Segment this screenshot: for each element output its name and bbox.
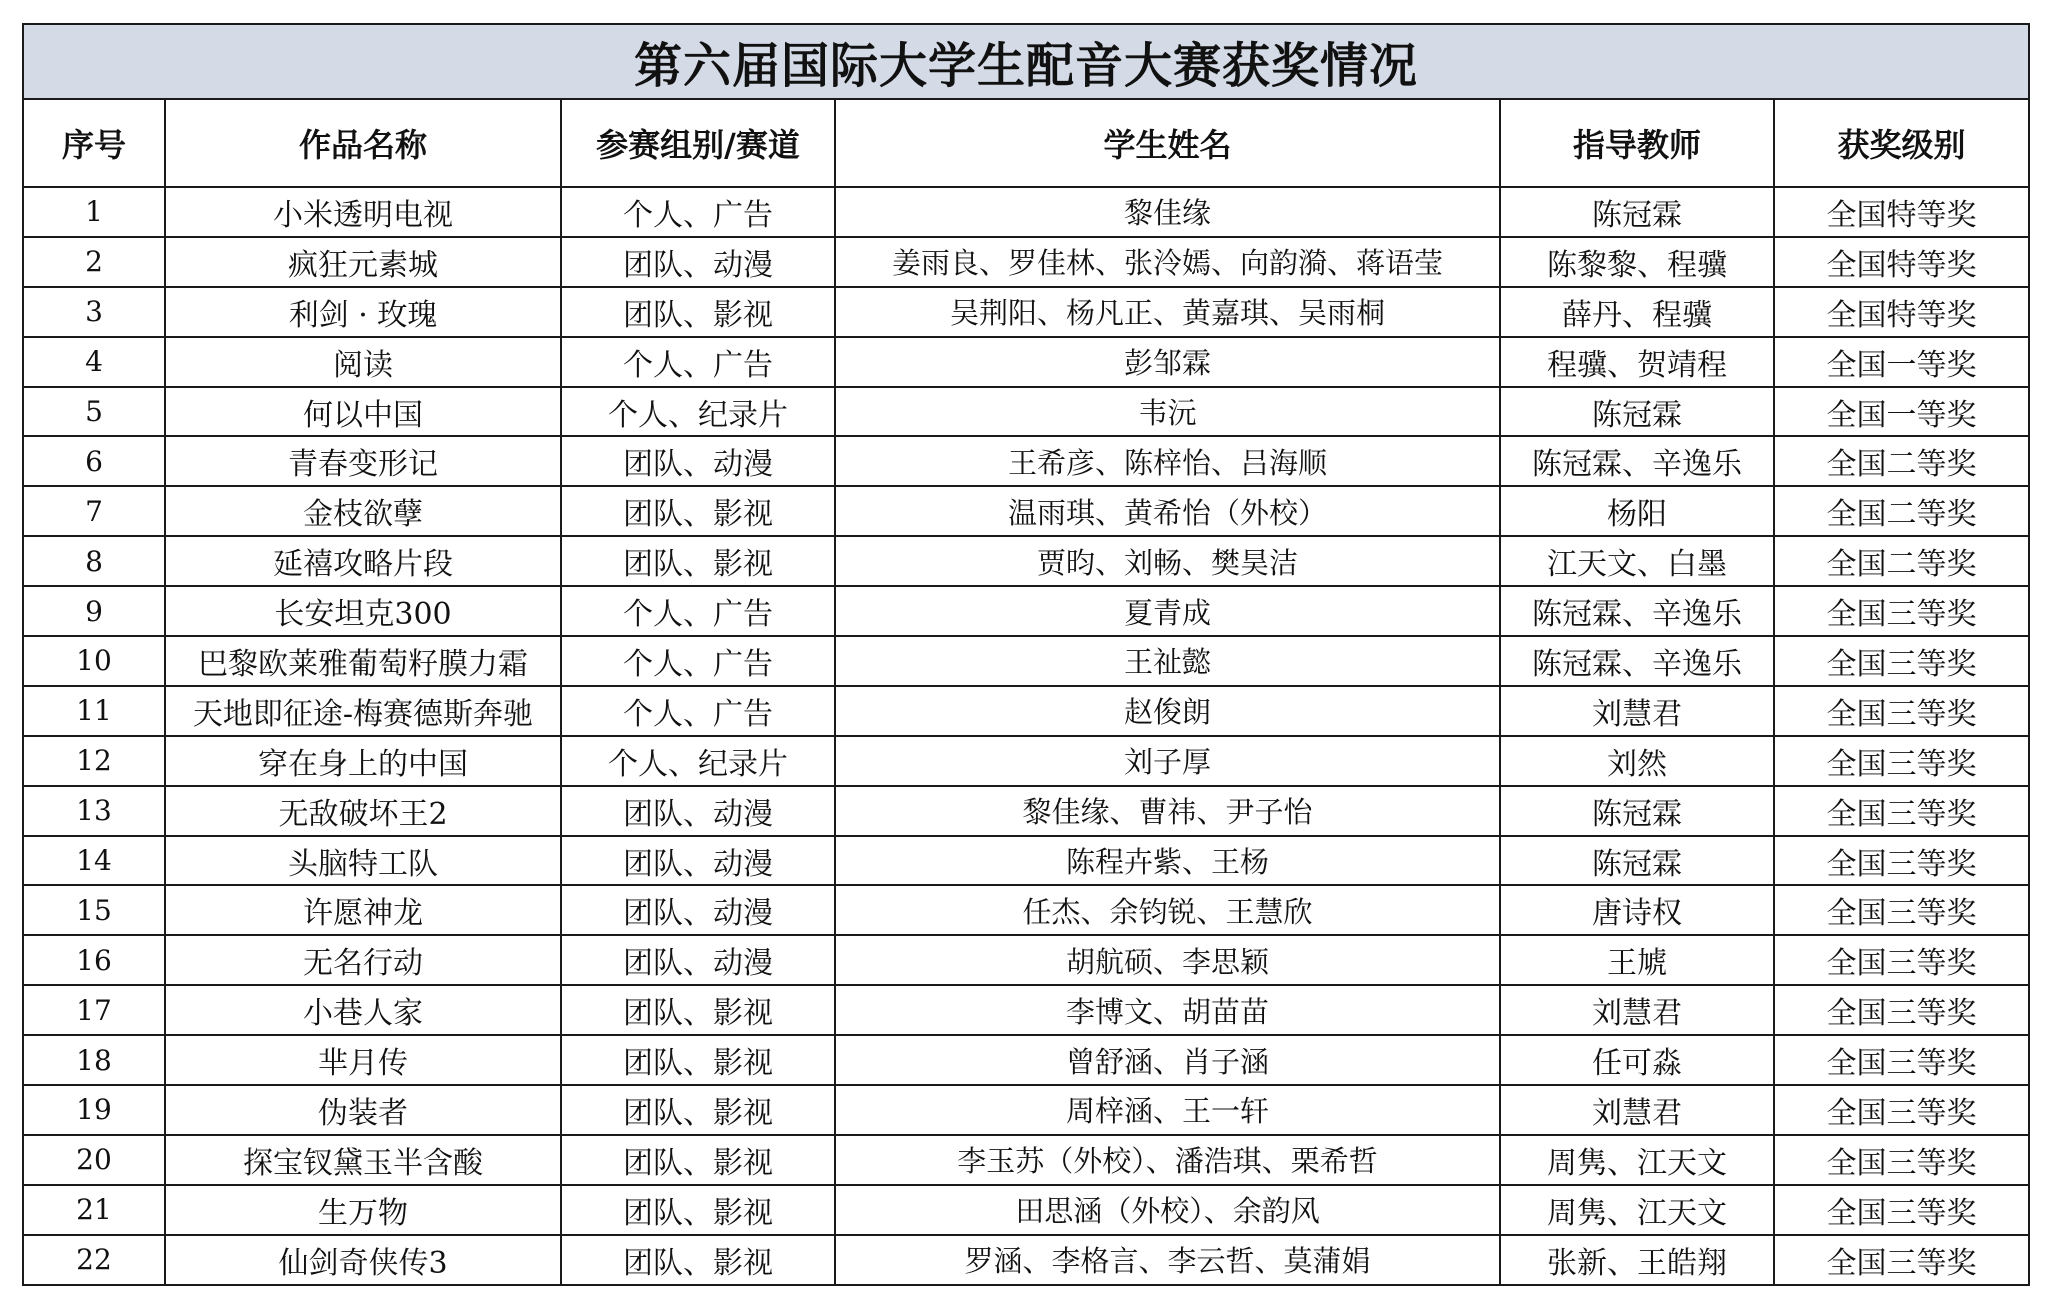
cell-award: 全国三等奖 <box>1774 1185 2029 1235</box>
cell-students: 彭邹霖 <box>835 337 1500 387</box>
header-no: 序号 <box>23 99 165 187</box>
cell-teachers: 杨阳 <box>1500 486 1774 536</box>
cell-category: 团队、动漫 <box>561 885 835 935</box>
table-row <box>23 436 2029 486</box>
cell-no: 14 <box>23 836 165 886</box>
cell-no: 15 <box>23 885 165 935</box>
cell-award: 全国一等奖 <box>1774 337 2029 387</box>
cell-work: 探宝钗黛玉半含酸 <box>165 1135 561 1185</box>
cell-students: 王祉懿 <box>835 636 1500 686</box>
cell-teachers: 张新、王皓翔 <box>1500 1235 1774 1285</box>
cell-students: 周梓涵、王一轩 <box>835 1085 1500 1135</box>
header-award: 获奖级别 <box>1774 99 2029 187</box>
cell-work: 长安坦克300 <box>165 586 561 636</box>
table-row <box>23 187 2029 237</box>
cell-category: 个人、纪录片 <box>561 736 835 786</box>
cell-category: 团队、动漫 <box>561 786 835 836</box>
header-students: 学生姓名 <box>835 99 1500 187</box>
cell-work: 青春变形记 <box>165 436 561 486</box>
cell-award: 全国三等奖 <box>1774 786 2029 836</box>
cell-work: 无名行动 <box>165 935 561 985</box>
cell-category: 团队、动漫 <box>561 237 835 287</box>
table-row <box>23 885 2029 935</box>
table-row <box>23 287 2029 337</box>
cell-category: 团队、动漫 <box>561 836 835 886</box>
cell-teachers: 陈冠霖 <box>1500 786 1774 836</box>
cell-category: 团队、影视 <box>561 985 835 1035</box>
cell-teachers: 薛丹、程骥 <box>1500 287 1774 337</box>
cell-award: 全国三等奖 <box>1774 885 2029 935</box>
cell-teachers: 陈冠霖、辛逸乐 <box>1500 636 1774 686</box>
cell-teachers: 江天文、白墨 <box>1500 536 1774 586</box>
cell-students: 黎佳缘 <box>835 187 1500 237</box>
cell-work: 伪装者 <box>165 1085 561 1135</box>
title-row <box>23 24 2029 99</box>
cell-award: 全国三等奖 <box>1774 686 2029 736</box>
cell-no: 21 <box>23 1185 165 1235</box>
table-row <box>23 1085 2029 1135</box>
cell-category: 个人、广告 <box>561 686 835 736</box>
table-row <box>23 387 2029 437</box>
cell-award: 全国特等奖 <box>1774 287 2029 337</box>
table-row <box>23 536 2029 586</box>
cell-award: 全国二等奖 <box>1774 536 2029 586</box>
cell-no: 2 <box>23 237 165 287</box>
cell-work: 仙剑奇侠传3 <box>165 1235 561 1285</box>
cell-no: 20 <box>23 1135 165 1185</box>
cell-teachers: 陈冠霖 <box>1500 836 1774 886</box>
cell-teachers: 任可淼 <box>1500 1035 1774 1085</box>
cell-award: 全国特等奖 <box>1774 237 2029 287</box>
table-row <box>23 1135 2029 1185</box>
cell-teachers: 周隽、江天文 <box>1500 1135 1774 1185</box>
cell-no: 11 <box>23 686 165 736</box>
cell-students: 胡航硕、李思颖 <box>835 935 1500 985</box>
cell-award: 全国一等奖 <box>1774 387 2029 437</box>
cell-category: 团队、影视 <box>561 486 835 536</box>
cell-award: 全国三等奖 <box>1774 836 2029 886</box>
cell-award: 全国特等奖 <box>1774 187 2029 237</box>
cell-no: 22 <box>23 1235 165 1285</box>
cell-no: 9 <box>23 586 165 636</box>
table-body <box>23 187 2029 1285</box>
cell-students: 赵俊朗 <box>835 686 1500 736</box>
cell-students: 陈程卉紫、王杨 <box>835 836 1500 886</box>
cell-teachers: 王虓 <box>1500 935 1774 985</box>
cell-category: 团队、影视 <box>561 1085 835 1135</box>
cell-category: 个人、广告 <box>561 586 835 636</box>
cell-work: 延禧攻略片段 <box>165 536 561 586</box>
cell-award: 全国三等奖 <box>1774 935 2029 985</box>
cell-award: 全国三等奖 <box>1774 1235 2029 1285</box>
cell-no: 4 <box>23 337 165 387</box>
cell-award: 全国三等奖 <box>1774 736 2029 786</box>
cell-no: 16 <box>23 935 165 985</box>
table-row <box>23 935 2029 985</box>
cell-category: 团队、动漫 <box>561 935 835 985</box>
cell-category: 团队、影视 <box>561 287 835 337</box>
cell-award: 全国三等奖 <box>1774 1135 2029 1185</box>
cell-work: 金枝欲孽 <box>165 486 561 536</box>
cell-award: 全国三等奖 <box>1774 636 2029 686</box>
cell-students: 贾昀、刘畅、樊昊洁 <box>835 536 1500 586</box>
cell-teachers: 周隽、江天文 <box>1500 1185 1774 1235</box>
cell-teachers: 刘然 <box>1500 736 1774 786</box>
cell-students: 任杰、余钧锐、王慧欣 <box>835 885 1500 935</box>
header-teachers: 指导教师 <box>1500 99 1774 187</box>
cell-teachers: 唐诗权 <box>1500 885 1774 935</box>
cell-teachers: 陈冠霖、辛逸乐 <box>1500 436 1774 486</box>
cell-no: 7 <box>23 486 165 536</box>
cell-category: 个人、广告 <box>561 337 835 387</box>
table-row <box>23 337 2029 387</box>
table-row <box>23 836 2029 886</box>
cell-work: 无敌破坏王2 <box>165 786 561 836</box>
table-row <box>23 736 2029 786</box>
cell-award: 全国二等奖 <box>1774 436 2029 486</box>
cell-work: 利剑 · 玫瑰 <box>165 287 561 337</box>
cell-work: 生万物 <box>165 1185 561 1235</box>
cell-students: 吴荆阳、杨凡正、黄嘉琪、吴雨桐 <box>835 287 1500 337</box>
cell-award: 全国三等奖 <box>1774 1085 2029 1135</box>
cell-category: 团队、影视 <box>561 1235 835 1285</box>
cell-students: 曾舒涵、肖子涵 <box>835 1035 1500 1085</box>
cell-no: 18 <box>23 1035 165 1085</box>
cell-students: 夏青成 <box>835 586 1500 636</box>
cell-category: 个人、纪录片 <box>561 387 835 437</box>
table-row <box>23 686 2029 736</box>
cell-no: 13 <box>23 786 165 836</box>
cell-work: 疯狂元素城 <box>165 237 561 287</box>
cell-students: 李玉苏（外校）、潘浩琪、栗希哲 <box>835 1135 1500 1185</box>
cell-work: 小米透明电视 <box>165 187 561 237</box>
table-row <box>23 586 2029 636</box>
cell-work: 小巷人家 <box>165 985 561 1035</box>
cell-work: 穿在身上的中国 <box>165 736 561 786</box>
cell-no: 1 <box>23 187 165 237</box>
cell-work: 芈月传 <box>165 1035 561 1085</box>
table-row <box>23 237 2029 287</box>
table-title: 第六届国际大学生配音大赛获奖情况 <box>23 24 2029 99</box>
cell-teachers: 刘慧君 <box>1500 1085 1774 1135</box>
cell-award: 全国二等奖 <box>1774 486 2029 536</box>
cell-work: 许愿神龙 <box>165 885 561 935</box>
cell-students: 李博文、胡苗苗 <box>835 985 1500 1035</box>
cell-students: 刘子厚 <box>835 736 1500 786</box>
table-row <box>23 985 2029 1035</box>
cell-category: 个人、广告 <box>561 636 835 686</box>
cell-work: 何以中国 <box>165 387 561 437</box>
table-row <box>23 1235 2029 1285</box>
cell-category: 个人、广告 <box>561 187 835 237</box>
table-row <box>23 636 2029 686</box>
cell-teachers: 陈冠霖 <box>1500 187 1774 237</box>
cell-category: 团队、影视 <box>561 1035 835 1085</box>
cell-teachers: 程骥、贺靖程 <box>1500 337 1774 387</box>
cell-students: 温雨琪、黄希怡（外校） <box>835 486 1500 536</box>
cell-teachers: 刘慧君 <box>1500 985 1774 1035</box>
cell-category: 团队、影视 <box>561 536 835 586</box>
table-row <box>23 786 2029 836</box>
cell-no: 17 <box>23 985 165 1035</box>
cell-no: 19 <box>23 1085 165 1135</box>
header-row <box>23 99 2029 187</box>
table-row <box>23 1185 2029 1235</box>
cell-award: 全国三等奖 <box>1774 985 2029 1035</box>
table-row <box>23 486 2029 536</box>
cell-no: 12 <box>23 736 165 786</box>
cell-no: 10 <box>23 636 165 686</box>
cell-students: 黎佳缘、曹祎、尹子怡 <box>835 786 1500 836</box>
cell-award: 全国三等奖 <box>1774 1035 2029 1085</box>
cell-students: 田思涵（外校）、余韵风 <box>835 1185 1500 1235</box>
table-row <box>23 1035 2029 1085</box>
cell-students: 姜雨良、罗佳林、张泠嫣、向韵漪、蒋语莹 <box>835 237 1500 287</box>
cell-work: 巴黎欧莱雅葡萄籽膜力霜 <box>165 636 561 686</box>
cell-category: 团队、影视 <box>561 1185 835 1235</box>
cell-work: 阅读 <box>165 337 561 387</box>
award-table <box>22 23 2030 1286</box>
cell-teachers: 陈冠霖、辛逸乐 <box>1500 586 1774 636</box>
cell-no: 6 <box>23 436 165 486</box>
cell-category: 团队、动漫 <box>561 436 835 486</box>
cell-no: 5 <box>23 387 165 437</box>
cell-category: 团队、影视 <box>561 1135 835 1185</box>
header-category: 参赛组别/赛道 <box>561 99 835 187</box>
cell-teachers: 刘慧君 <box>1500 686 1774 736</box>
cell-students: 罗涵、李格言、李云哲、莫蒲娟 <box>835 1235 1500 1285</box>
cell-work: 天地即征途-梅赛德斯奔驰 <box>165 686 561 736</box>
cell-students: 王希彦、陈梓怡、吕海顺 <box>835 436 1500 486</box>
cell-no: 3 <box>23 287 165 337</box>
cell-no: 8 <box>23 536 165 586</box>
cell-students: 韦沅 <box>835 387 1500 437</box>
cell-teachers: 陈冠霖 <box>1500 387 1774 437</box>
cell-work: 头脑特工队 <box>165 836 561 886</box>
header-work: 作品名称 <box>165 99 561 187</box>
cell-award: 全国三等奖 <box>1774 586 2029 636</box>
cell-teachers: 陈黎黎、程骥 <box>1500 237 1774 287</box>
